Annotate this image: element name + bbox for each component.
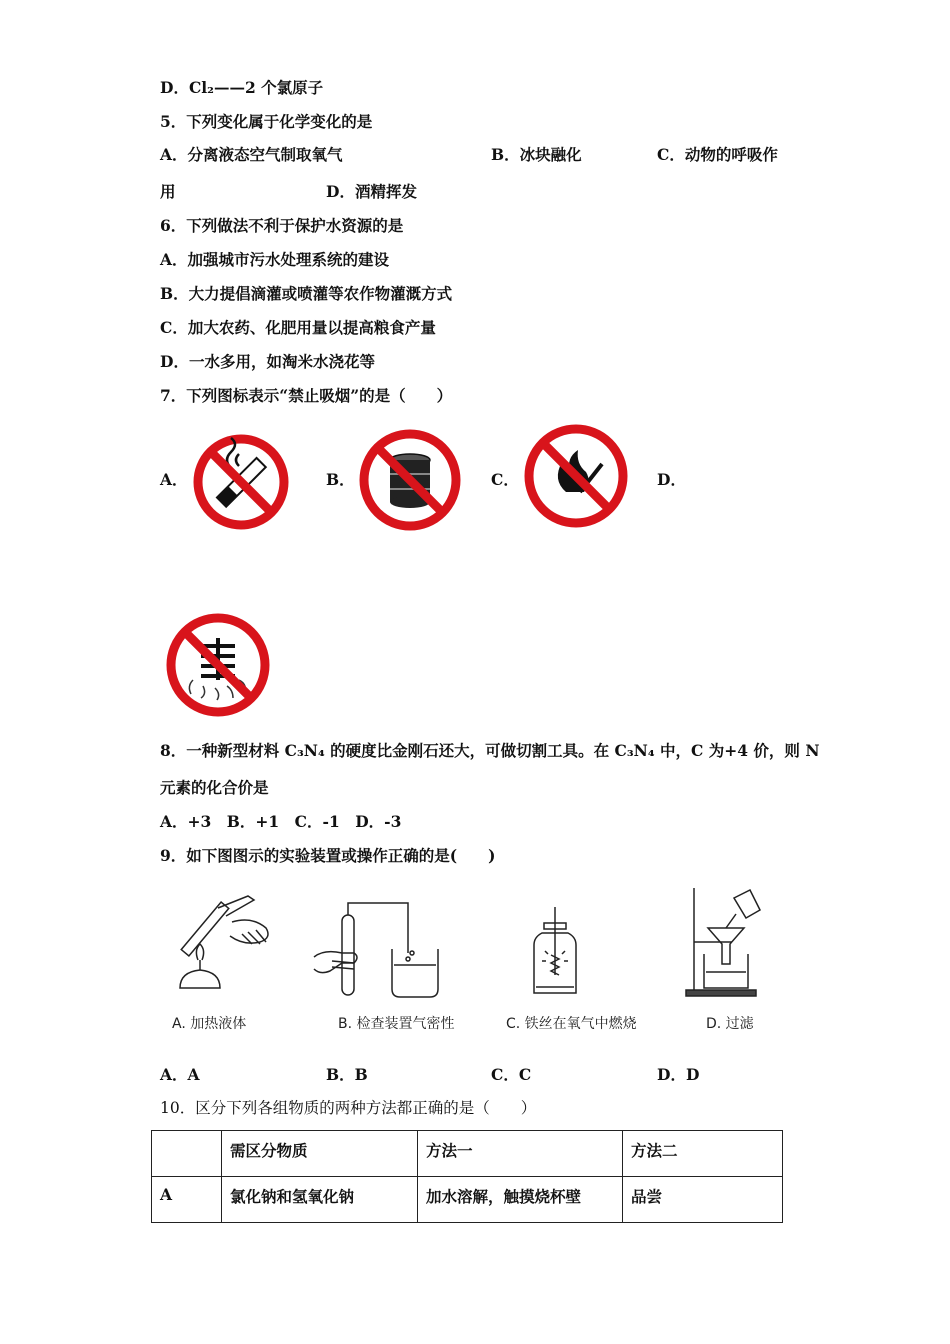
q9-caption-d: D. 过滤 xyxy=(706,1016,754,1032)
no-drum-sign-icon xyxy=(357,427,463,533)
q9-option-a: A．A xyxy=(160,1065,200,1084)
q7-option-c: C． xyxy=(491,470,519,489)
q10-stem: 10．区分下列各组物质的两种方法都正确的是（ ） xyxy=(160,1099,537,1117)
q9-caption-c: C. 铁丝在氧气中燃烧 xyxy=(506,1016,637,1032)
q6-option-d: D．一水多用，如淘米水浇花等 xyxy=(160,352,375,371)
q8-stem: 8．一种新型材料 C₃N₄ 的硬度比金刚石还大，可做切割工具。在 C₃N₄ 中，C 为+4 价，则 N xyxy=(160,741,820,760)
q6-option-a: A．加强城市污水处理系统的建设 xyxy=(160,250,390,269)
table-cell: A xyxy=(152,1177,222,1223)
no-smoking-sign-icon xyxy=(191,432,291,532)
airtightness-check-apparatus-icon xyxy=(312,895,472,1000)
table-cell: 品尝 xyxy=(623,1177,783,1223)
table-header-cell: 需区分物质 xyxy=(222,1131,418,1177)
q8-options: A．+3 B．+1 C．-1 D．-3 xyxy=(160,812,402,831)
table-header-cell xyxy=(152,1131,222,1177)
iron-wire-combustion-apparatus-icon xyxy=(530,905,580,1000)
q10-table xyxy=(151,1130,783,1223)
q4-option-d: D．Cl₂——2 个氯原子 xyxy=(160,78,324,97)
table-header-row xyxy=(152,1131,783,1177)
q9-caption-a: A. 加热液体 xyxy=(172,1016,247,1032)
q9-stem: 9．如下图图示的实验装置或操作正确的是( ) xyxy=(160,846,496,865)
q7-option-b: B． xyxy=(326,470,355,489)
no-open-flame-sign-icon xyxy=(522,422,630,530)
no-fireworks-sign-icon xyxy=(163,610,273,720)
q6-option-b: B．大力提倡滴灌或喷灌等农作物灌溉方式 xyxy=(160,284,453,303)
q8-stem-continued: 元素的化合价是 xyxy=(160,778,269,797)
table-header-cell: 方法二 xyxy=(623,1131,783,1177)
q5-option-b: B．冰块融化 xyxy=(491,145,582,164)
filtration-apparatus-icon xyxy=(684,884,764,1000)
q5-option-c: C．动物的呼吸作 xyxy=(657,145,778,164)
q6-option-c: C．加大农药、化肥用量以提高粮食产量 xyxy=(160,318,436,337)
q7-stem: 7．下列图标表示“禁止吸烟”的是（ ） xyxy=(160,386,453,405)
q7-option-a: A． xyxy=(160,470,188,489)
heating-liquid-apparatus-icon xyxy=(170,888,280,1000)
q9-option-c: C．C xyxy=(491,1065,532,1084)
table-cell: 氯化钠和氢氧化钠 xyxy=(222,1177,418,1223)
q9-option-b: B．B xyxy=(326,1065,368,1084)
q9-option-d: D．D xyxy=(657,1065,700,1084)
q5-option-d: D．酒精挥发 xyxy=(326,182,417,201)
q5-option-c-continued: 用 xyxy=(160,182,176,201)
table-cell: 加水溶解，触摸烧杯壁 xyxy=(418,1177,623,1223)
table-header-cell: 方法一 xyxy=(418,1131,623,1177)
q6-stem: 6．下列做法不利于保护水资源的是 xyxy=(160,216,404,235)
table-row xyxy=(152,1177,783,1223)
q5-stem: 5．下列变化属于化学变化的是 xyxy=(160,112,373,131)
q9-caption-b: B. 检查装置气密性 xyxy=(338,1016,455,1032)
q5-option-a: A．分离液态空气制取氧气 xyxy=(160,145,343,164)
q7-option-d: D． xyxy=(657,470,686,489)
